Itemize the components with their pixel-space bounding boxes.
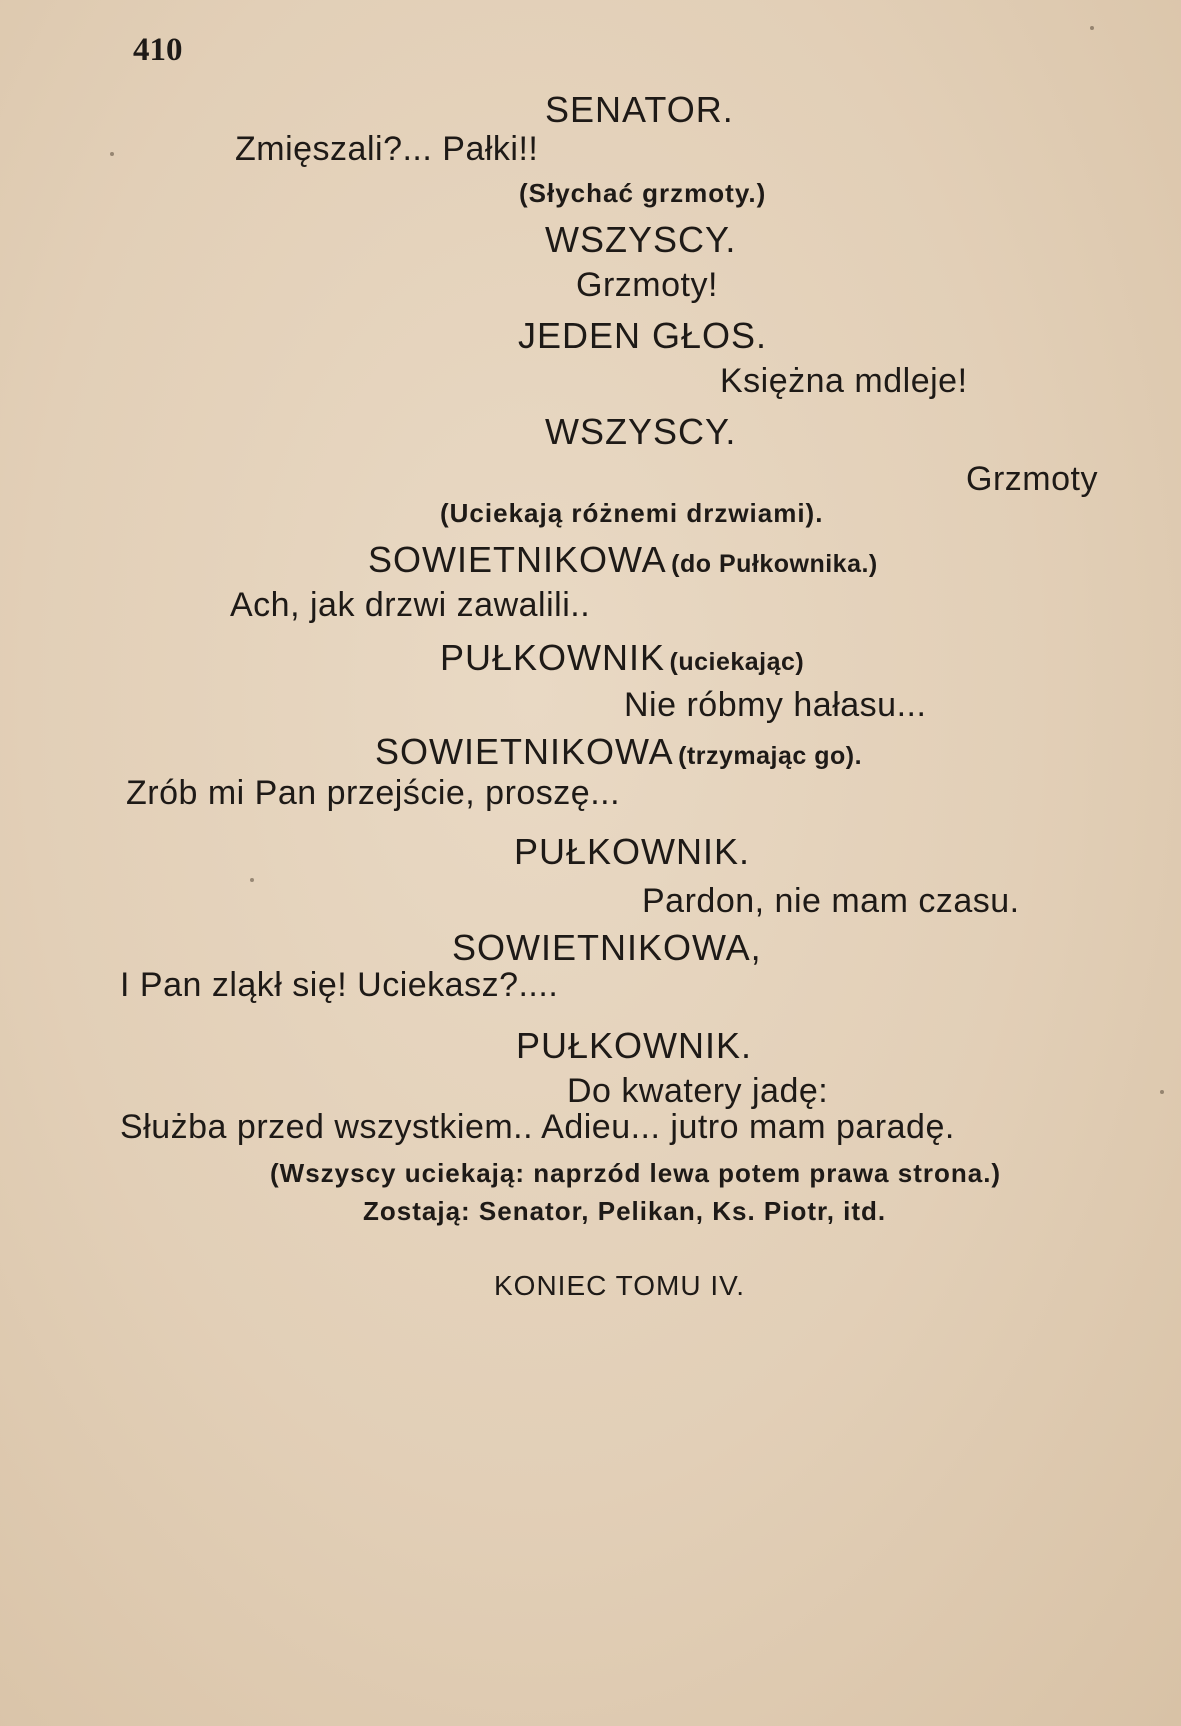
speaker-pulkownik: PUŁKOWNIK. (514, 831, 751, 872)
speaker-line (368, 539, 878, 580)
dialog-line: Zmięszali?... Pałki!! (235, 130, 539, 168)
speaker-sowietnikowa: SOWIETNIKOWA (368, 539, 667, 580)
end-of-volume: KONIEC TOMU IV. (494, 1270, 745, 1301)
paper-speck (250, 878, 254, 882)
speaker-line (440, 637, 805, 678)
paper-speck (1090, 26, 1094, 30)
stage-direction: (Wszyscy uciekają: naprzód lewa potem prawa strona.) (270, 1158, 1002, 1188)
dialog-line: Księżna mdleje! (720, 362, 968, 400)
stage-direction: Zostają: Senator, Pelikan, Ks. Piotr, itd. (363, 1196, 887, 1226)
dialog-line: Grzmoty! (576, 266, 718, 304)
stage-direction: (uciekając) (669, 648, 805, 676)
dialog-line: Zrób mi Pan przejście, proszę... (126, 774, 621, 812)
dialog-line: Nie róbmy hałasu... (624, 686, 927, 724)
speaker-wszyscy: WSZYSCY. (545, 219, 737, 260)
dialog-line: Służba przed wszystkiem.. Adieu... jutro mam paradę. (120, 1108, 955, 1146)
speaker-jeden-glos: JEDEN GŁOS. (518, 315, 768, 356)
dialog-line: Do kwatery jadę: (567, 1072, 829, 1110)
page-number: 410 (133, 32, 183, 68)
speaker-pulkownik: PUŁKOWNIK (440, 637, 666, 678)
speaker-sowietnikowa: SOWIETNIKOWA, (452, 927, 762, 968)
speaker-sowietnikowa: SOWIETNIKOWA (375, 731, 674, 772)
stage-direction: (do Pułkownika.) (671, 550, 878, 578)
speaker-wszyscy: WSZYSCY. (545, 411, 737, 452)
dialog-line: Ach, jak drzwi zawalili.. (230, 586, 591, 624)
speaker-pulkownik: PUŁKOWNIK. (516, 1025, 753, 1066)
stage-direction: (Słychać grzmoty.) (519, 178, 767, 208)
stage-direction: (Uciekają różnemi drzwiami). (440, 498, 824, 528)
stage-direction: (trzymając go). (678, 742, 863, 770)
paper-speck (110, 152, 114, 156)
speaker-line (375, 731, 863, 772)
dialog-line: I Pan zląkł się! Uciekasz?.... (120, 966, 559, 1004)
paper-speck (1160, 1090, 1164, 1094)
speaker-senator: SENATOR. (545, 89, 734, 130)
dialog-line: Grzmoty (966, 460, 1098, 498)
dialog-line: Pardon, nie mam czasu. (642, 882, 1020, 920)
